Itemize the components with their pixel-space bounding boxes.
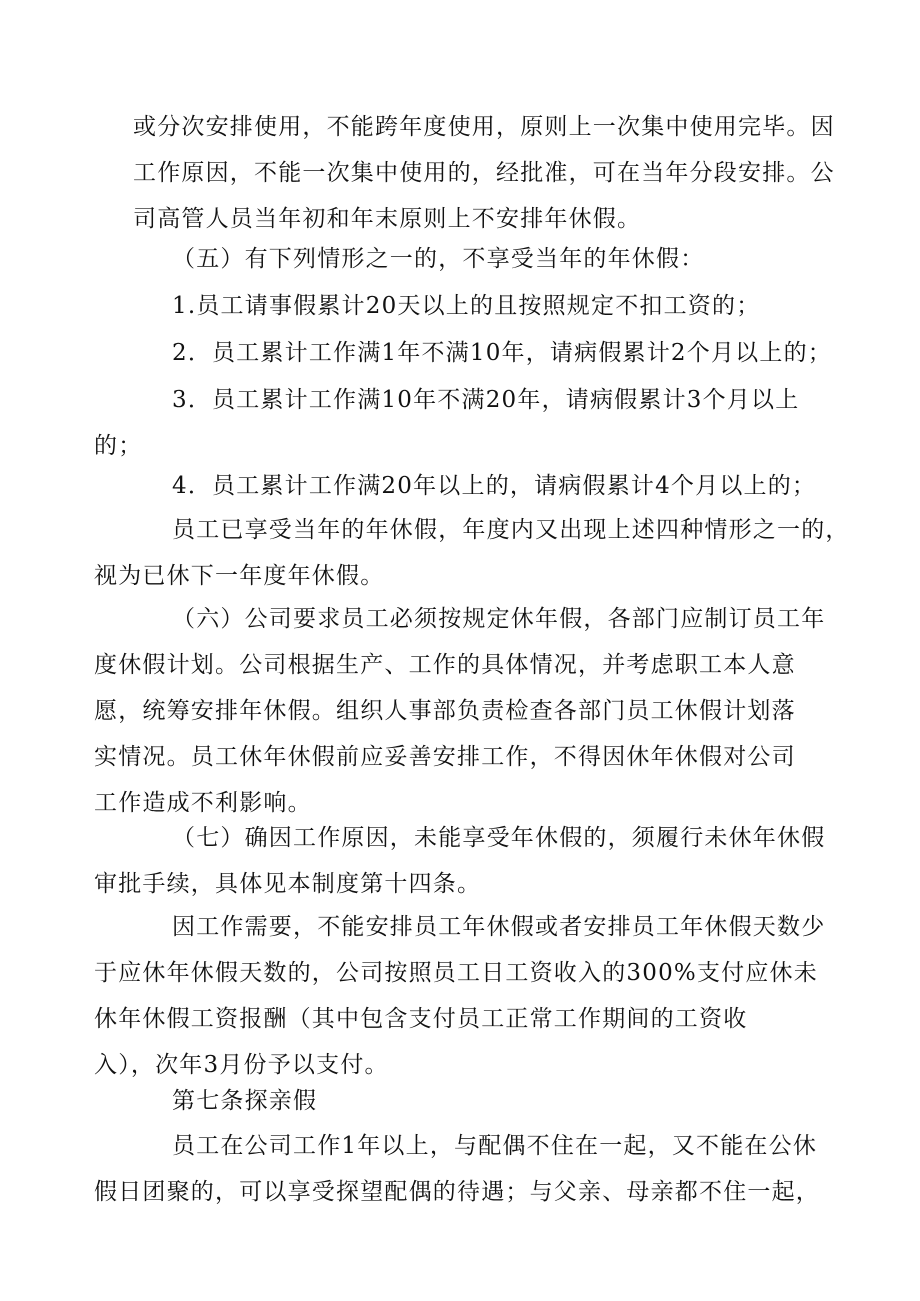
text-line: 入），次年3月份予以支付。	[94, 1052, 389, 1078]
text-line: 休年休假工资报酬（其中包含支付员工正常工作期间的工资收	[94, 1006, 748, 1032]
paragraph-leave-usage	[133, 104, 835, 242]
text-line: （六）公司要求员工必须按规定休年假，各部门应制订员工年	[172, 606, 826, 632]
list-item-4	[133, 463, 817, 509]
text-line: 员工在公司工作1年以上，与配偶不住在一起，又不能在公休	[172, 1133, 818, 1159]
text-line: 视为已休下一年度年休假。	[94, 563, 385, 589]
text-line: 或分次安排使用，不能跨年度使用，原则上一次集中使用完毕。因	[133, 114, 835, 140]
paragraph-family-leave	[94, 1123, 820, 1215]
paragraph-leave-rule	[94, 507, 850, 599]
text-line: 第七条探亲假	[172, 1088, 318, 1114]
text-line: （七）确因工作原因，未能享受年休假的，须履行未休年休假	[172, 825, 826, 851]
paragraph-unused-leave-pay	[94, 904, 826, 1088]
list-item-1	[133, 283, 803, 329]
text-line: 2．员工累计工作满1年不满10年，请病假累计2个月以上的；	[172, 340, 832, 366]
text-line: 1.员工请事假累计20天以上的且按照规定不扣工资的；	[172, 293, 761, 319]
text-line: 实情况。员工休年休假前应妥善安排工作，不得因休年休假对公司	[94, 744, 796, 770]
text-line: 员工已享受当年的年休假，年度内又出现上述四种情形之一的，	[172, 517, 850, 543]
paragraph-item-5	[133, 236, 803, 282]
text-line: 4．员工累计工作满20年以上的，请病假累计4个月以上的；	[172, 473, 817, 499]
text-line: 工作原因，不能一次集中使用的，经批准，可在当年分段安排。公	[133, 160, 835, 186]
text-line: 度休假计划。公司根据生产、工作的具体情况，并考虑职工本人意	[94, 652, 796, 678]
text-line: 3．员工累计工作满10年不满20年，请病假累计3个月以上	[172, 387, 800, 413]
text-line: 的；	[94, 433, 143, 459]
text-line: （五）有下列情形之一的，不享受当年的年休假：	[172, 246, 705, 272]
text-line: 工作造成不利影响。	[94, 790, 312, 816]
list-item-2	[133, 330, 832, 376]
paragraph-item-6	[94, 596, 826, 826]
text-line: 审批手续，具体见本制度第十四条。	[94, 871, 482, 897]
paragraph-item-7	[94, 815, 826, 907]
text-line: 于应休年休假天数的，公司按照员工日工资收入的300%支付应休未	[94, 960, 818, 986]
text-line: 愿，统筹安排年休假。组织人事部负责检查各部门员工休假计划落	[94, 698, 796, 724]
article-heading	[133, 1078, 803, 1124]
text-line: 因工作需要，不能安排员工年休假或者安排员工年休假天数少	[172, 914, 826, 940]
text-line: 司高管人员当年初和年末原则上不安排年休假。	[133, 206, 642, 232]
list-item-3	[94, 377, 803, 469]
text-line: 假日团聚的，可以享受探望配偶的待遇；与父亲、母亲都不住一起，	[94, 1179, 820, 1205]
